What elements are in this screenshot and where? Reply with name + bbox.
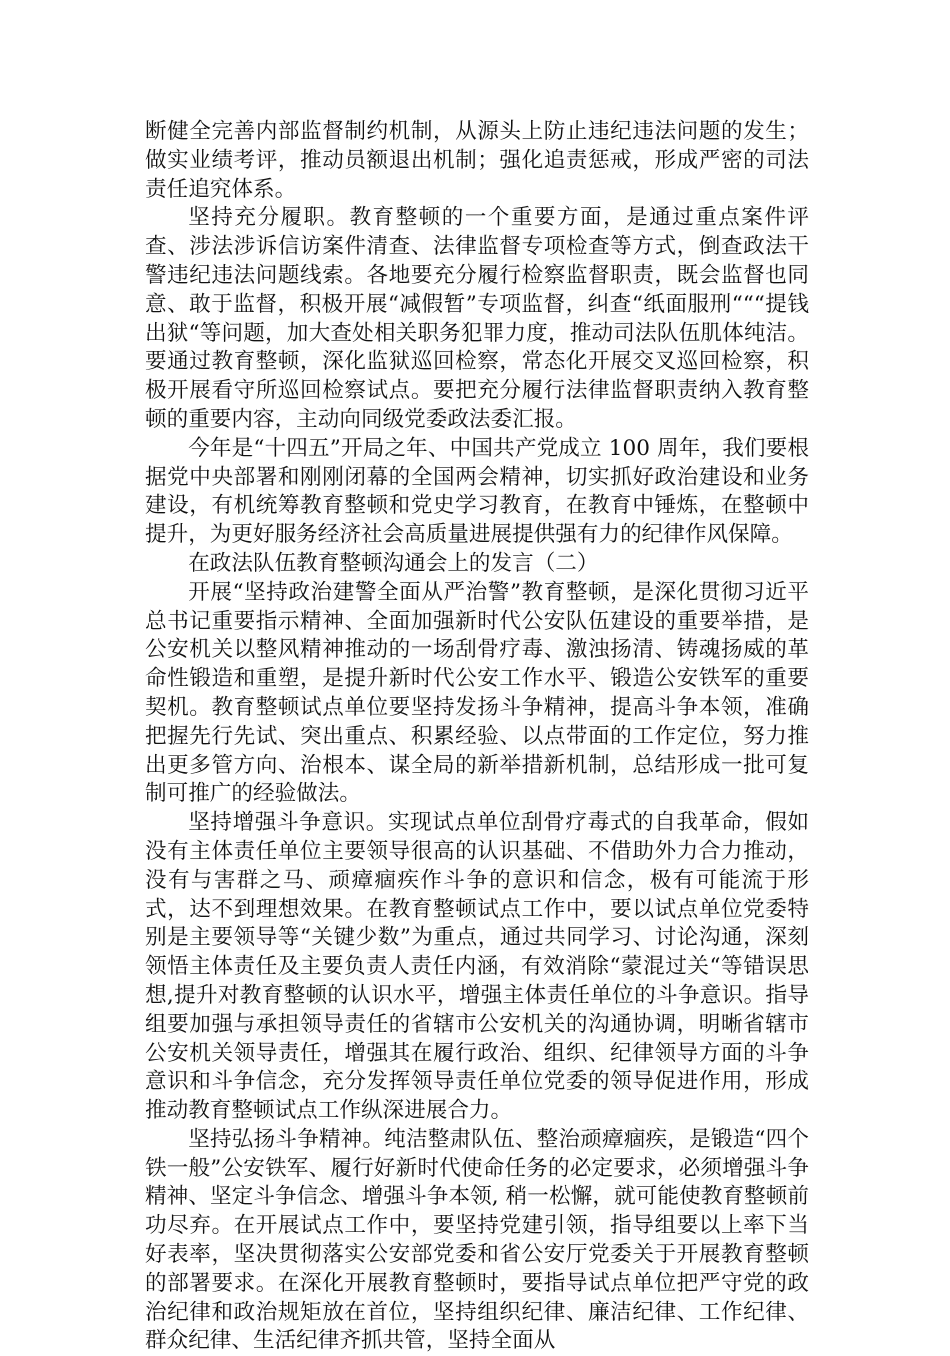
paragraph: 坚持充分履职。教育整顿的一个重要方面，是通过重点案件评查、涉法涉诉信访案件清查、法律监督专项检查等方式，倒查政法干警违纪违法问题线索。各地要充分履行检察监督职责，既会监督也同意、敢于监督，积极开展“减假暂”专项监督，纠查“纸面服刑“““提钱出狱“等问题，加大查处相关职务犯罪力度，推动司法队伍肌体纯洁。要通过教育整顿，深化监狱巡回检察，常态化开展交叉巡回检察，积极开展看守所巡回检察试点。要把充分履行法律监督职责纳入教育整顿的重要内容，主动向同级党委政法委汇报。	[145, 205, 809, 432]
paragraph: 坚持增强斗争意识。实现试点单位刮骨疗毒式的自我革命，假如没有主体责任单位主要领导很高的认识基础、不借助外力合力推动，没有与害群之马、顽瘴痼疾作斗争的意识和信念，极有可能流于形式，达不到理想效果。在教育整顿试点工作中，要以试点单位党委特别是主要领导等“关键少数”为重点，通过共同学习、讨论沟通，深刻领悟主体责任及主要负责人责任内涵，有效消除“蒙混过关“等错误思想,提升对教育整顿的认识水平，增强主体责任单位的斗争意识。指导组要加强与承担领导责任的省辖市公安机关的沟通协调，明晰省辖市公安机关领导责任，增强其在履行政治、组织、纪律领导方面的斗争意识和斗争信念，充分发挥领导责任单位党委的领导促进作用，形成推动教育整顿试点工作纵深进展合力。	[145, 810, 809, 1124]
section-title: 在政法队伍教育整顿沟通会上的发言（二）	[188, 550, 599, 576]
document-body	[145, 118, 809, 1356]
paragraph: 开展“坚持政治建警全面从严治警”教育整顿，是深化贯彻习近平总书记重要指示精神、全面加强新时代公安队伍建设的重要举措，是公安机关以整风精神推动的一场刮骨疗毒、激浊扬清、铸魂扬威的革命性锻造和重塑，是提升新时代公安工作水平、锻造公安铁军的重要契机。教育整顿试点单位要坚持发扬斗争精神，提高斗争本领，准确把握先行先试、突出重点、积累经验、以点带面的工作定位，努力推出更多管方向、治根本、谋全局的新举措新机制，总结形成一批可复制可推广的经验做法。	[145, 579, 809, 807]
paragraph: 断健全完善内部监督制约机制，从源头上防止违纪违法问题的发生；做实业绩考评，推动员额退出机制；强化追责惩戒，形成严密的司法责任追究体系。	[145, 119, 809, 202]
paragraph: 坚持弘扬斗争精神。纯洁整肃队伍、整治顽瘴痼疾，是锻造“四个铁一般”公安铁军、履行好新时代使命任务的必定要求，必须增强斗争精神、坚定斗争信念、增强斗争本领, 稍一松懈，就可能使教育整顿前功尽弃。在开展试点工作中，要坚持党建引领，指导组要以上率下当好表率，坚决贯彻落实公安部党委和省公安厅党委关于开展教育整顿的部署要求。在深化开展教育整顿时，要指导试点单位把严守党的政治纪律和政治规矩放在首位，坚持组织纪律、廉洁纪律、工作纪律、群众纪律、生活纪律齐抓共管，坚持全面从	[145, 1126, 809, 1354]
paragraph: 今年是“十四五”开局之年、中国共产党成立 100 周年，我们要根据党中央部署和刚刚闭幕的全国两会精神，切实抓好政治建设和业务建设，有机统筹教育整顿和党史学习教育，在教育中锤炼，在整顿中提升，为更好服务经济社会高质量进展提供强有力的纪律作风保障。	[145, 435, 809, 548]
